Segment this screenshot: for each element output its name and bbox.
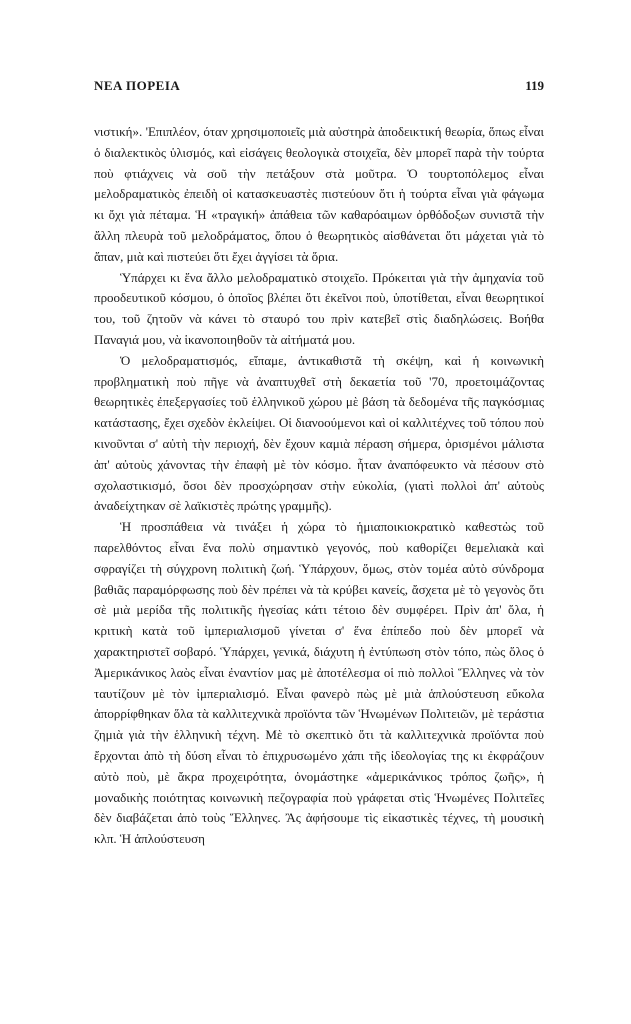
paragraph: Ἡ προσπάθεια νὰ τινάξει ἡ χώρα τὸ ἡμιαποικιοκρατικὸ καθεστὼς τοῦ παρελθόντος εἶναι ἕνα πολὺ σημαντικὸ γεγονός, ποὺ καθορίζει θεμελιακὰ καὶ σφραγίζει τὴ σύγχρονη πολιτικὴ ζωή. Ὑπάρχουν, ὅμως, στὸν τομέα αὐτὸ σύνδρομα βαθιᾶς παραμόρφωσης ποὺ δὲν πρέπει νὰ τὰ κρύβει κανείς, ἄσχετα μὲ τὸ γεγονὸς ὅτι σὲ μιὰ μερίδα τῆς πολιτικῆς ἡγεσίας κάτι τέτοιο δὲν συμφέρει. Πρὶν ἀπ' ὅλα, ἡ κριτικὴ κατὰ τοῦ ἰμπεριαλισμοῦ γίνεται σ' ἕνα ἐπίπεδο ποὺ δὲν μπορεῖ νὰ χαρακτηριστεῖ σοβαρό. Ὑπάρχει, γενικά, διάχυτη ἡ ἐντύπωση στὸν τόπο, πὼς ὅλος ὁ Ἀμερικάνικος λαὸς εἶναι ἐναντίον μας μὲ ἀποτέλεσμα οἱ πιὸ πολλοὶ Ἕλληνες νὰ τὸν ταυτίζουν μὲ τὸν ἰμπεριαλισμό. Εἶναι φανερὸ πὼς μὲ μιὰ ἁπλούστευση εὔκολα ἀπορρίφθηκαν ὅλα τὰ καλλιτεχνικὰ προϊόντα τῶν Ἡνωμένων Πολιτειῶν, μὲ τεράστια ζημιὰ γιὰ τὴν ἑλληνικὴ τέχνη. Μὲ τὸ σκεπτικὸ ὅτι τὰ καλλιτεχνικὰ προϊόντα ποὺ ἔρχονται ἀπὸ τὴ δύση εἶναι τὸ ἐπιχρυσωμένο χάπι τῆς ἰδεολογίας της κι ἐκφράζουν αὐτὸ ποὺ, μὲ ἄκρα προχειρότητα, ὀνομάστηκε «ἀμερικάνικος τρόπος ζωῆς», ἡ μοναδικὴς ποιότητας κοινωνικὴ πεζογραφία ποὺ γράφεται στὶς Ἡνωμένες Πολιτεῖες δὲν διαβάζεται ἀπὸ τοὺς Ἕλληνες. Ἂς ἀφήσουμε τὶς εἰκαστικὲς τέχνες, τὴ μουσικὴ κλπ. Ἡ ἁπλούστευση <box>94 519 544 847</box>
body-text <box>94 122 544 850</box>
paragraph: Ὁ μελοδραματισμός, εἴπαμε, ἀντικαθιστᾶ τὴ σκέψη, καὶ ἡ κοινωνικὴ προβληματικὴ ποὺ πῆγε νὰ ἀναπτυχθεῖ στὴ δεκαετία τοῦ '70, προετοιμάζοντας θεωρητικὲς ἐπεξεργασίες τοῦ ἑλληνικοῦ χώρου μὲ βάση τὰ δεδομένα τῆς παγκόσμιας κατάστασης, ἔχει σχεδὸν ἐκλείψει. Οἱ διανοούμενοι καὶ οἱ καλλιτέχνες τοῦ τόπου ποὺ κινοῦνται σ' αὐτὴ τὴν περιοχή, δὲν ἔχουν καμιὰ πέραση σήμερα, ὁρισμένοι μάλιστα ἀπ' αὐτοὺς χάνοντας τὴν ἐπαφὴ μὲ τὸν κόσμο. ἦταν ἀναπόφευκτο νὰ πέσουν στὸ σχολαστικισμό, ὅσοι δὲν προσχώρησαν στὴν εὐκολία, (γιατὶ πολλοὶ ἀπ' αὐτοὺς ἀναδείχτηκαν σὲ λαϊκιστὲς πρώτης γραμμῆς). <box>94 352 544 514</box>
paragraph: νιστική». 'Επιπλέον, όταν χρησιμοποιεῖς μιὰ αὐστηρὰ ἀποδεικτική θεωρία, ὅπως εἶναι ὁ διαλεκτικὸς ὑλισμός, καὶ εἰσάγεις θεολογικὰ στοιχεῖα, δὲν μπορεῖ παρὰ τὴν τούρτα ποὺ φτιάχνεις νὰ σοῦ τὴν πετάξουν στὰ μοῦτρα. Ὁ τουρτοπόλεμος εἶναι μελοδραματικὸς ἐπειδὴ οἱ κατασκευαστὲς πιστεύουν ὅτι ἡ τούρτα εἶναι γιὰ φάγωμα κι ὄχι γιὰ πέταμα. Ἡ «τραγική» ἀπάθεια τῶν καθαρόαιμων ὀρθόδοξων συνιστᾶ τὴν ἄλλη πλευρὰ τοῦ μελοδράματος, ὅπου ὁ θεωρητικὸς αἰσθάνεται ὅτι μάχεται γιὰ τὸ ἅπαν, μιὰ καὶ πιστεύει ὅτι ἔχει ἀγγίσει τὰ ὅρια. <box>94 124 544 264</box>
running-head: ΝΕΑ ΠΟΡΕΙΑ <box>94 78 181 93</box>
paragraph: Ὑπάρχει κι ἕνα ἄλλο μελοδραματικὸ στοιχεῖο. Πρόκειται γιὰ τὴν ἀμηχανία τοῦ προοδευτικοῦ κόσμου, ὁ ὁποῖος βλέπει ὅτι ἐκεῖνοι ποὺ, ὑποτίθεται, εἶναι θεωρητικοί του, τοῦ ζητοῦν νὰ κάνει τὸ σταυρό του πρὶν κατεβεῖ στὶς διαδηλώσεις. Βοήθα Παναγιά μου, νὰ ἱκανοποιηθοῦν τὰ αἰτήματά μου. <box>94 269 544 347</box>
page-header <box>94 78 544 98</box>
page-number: 119 <box>525 78 544 93</box>
